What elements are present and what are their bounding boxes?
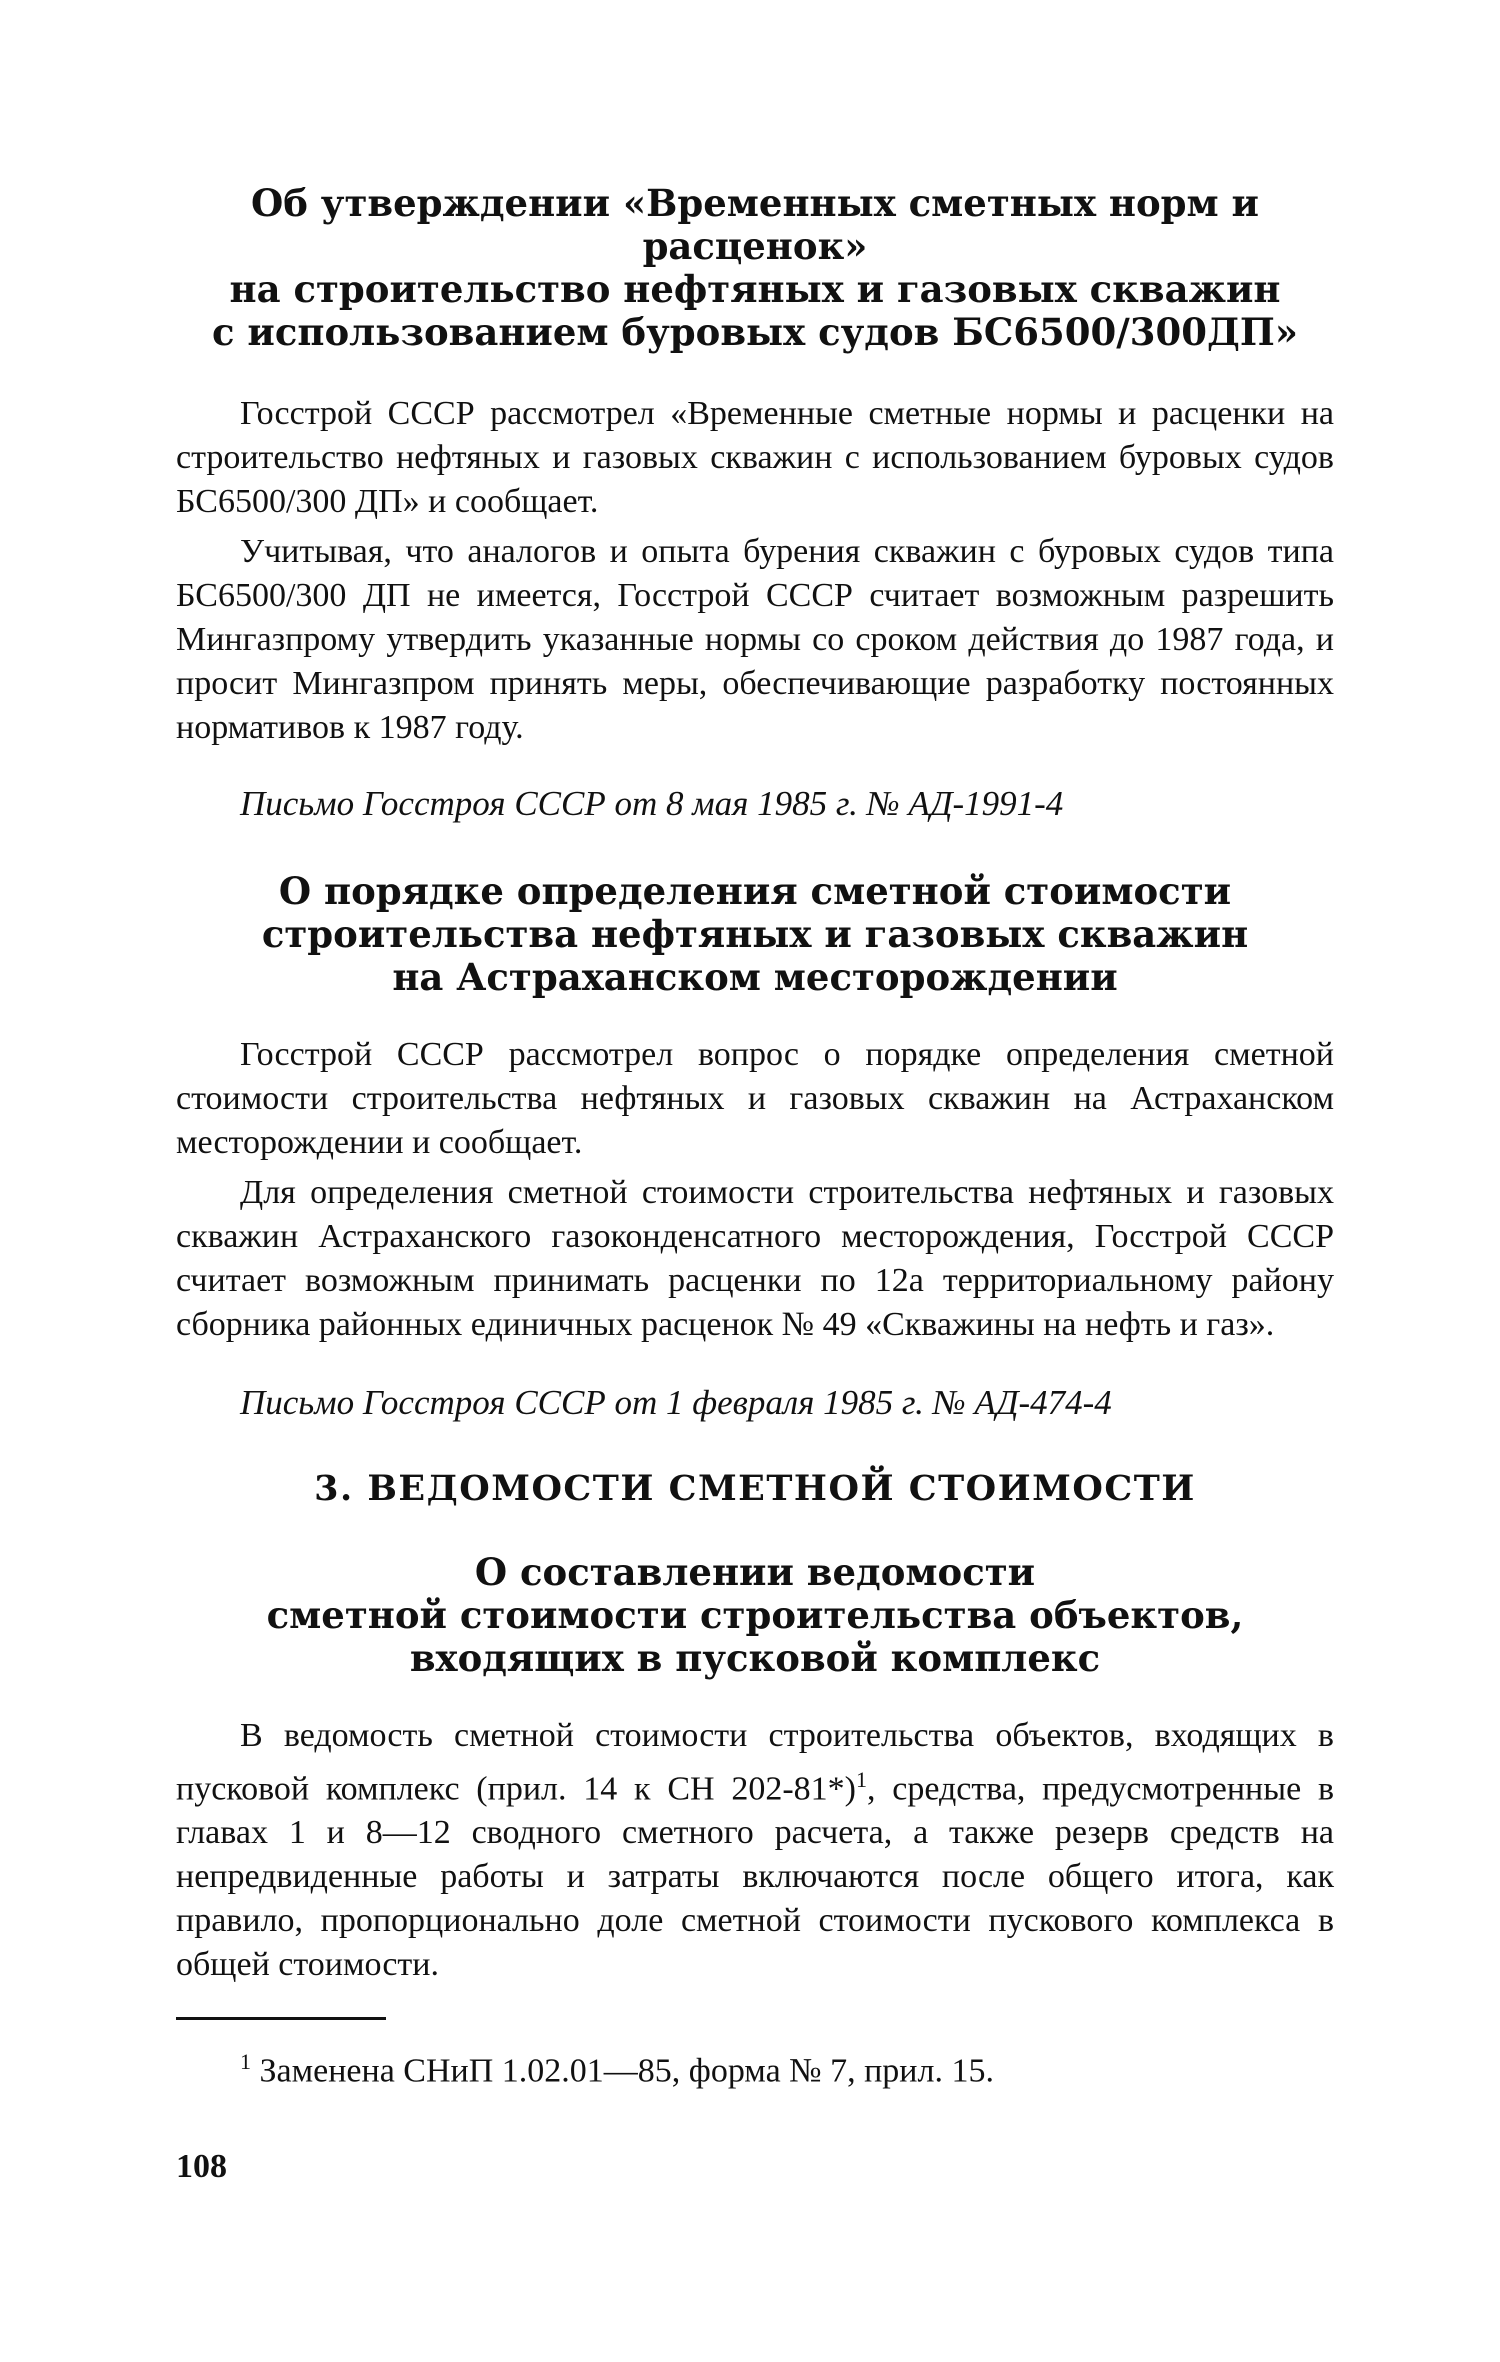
chapter-title: 3. ВЕДОМОСТИ СМЕТНОЙ СТОИМОСТИ bbox=[314, 1468, 1196, 1509]
section2-heading-line: О порядке определения сметной стоимости bbox=[278, 869, 1232, 913]
footnote-marker: 1 bbox=[240, 2049, 251, 2075]
section3-heading-line: О составлении ведомости bbox=[474, 1550, 1036, 1594]
footnote bbox=[240, 2042, 1334, 2091]
section2-heading-line: на Астраханском месторождении bbox=[392, 955, 1118, 999]
section2-signature: Письмо Госстроя СССР от 1 февраля 1985 г. № АД-474-4 bbox=[240, 1383, 1112, 1422]
section1-paragraph: Госстрой СССР рассмотрел «Временные сметные нормы и расценки на строительство нефтяных и газовых скважин с использованием буровых судов БС6500/300 ДП» и сообщает. bbox=[176, 395, 1334, 520]
section3-heading-line: входящих в пусковой комплекс bbox=[409, 1636, 1101, 1680]
section2-heading bbox=[176, 870, 1334, 999]
section2-heading-line: строительства нефтяных и газовых скважин bbox=[261, 912, 1249, 956]
section1-heading-line: на строительство нефтяных и газовых скважин bbox=[229, 267, 1281, 311]
section1-heading-line: Об утверждении «Временных сметных норм и расценок» bbox=[251, 181, 1259, 268]
section1-heading-line: с использованием буровых судов БС6500/300ДП» bbox=[212, 310, 1298, 354]
section1-signature: Письмо Госстроя СССР от 8 мая 1985 г. № АД-1991-4 bbox=[240, 784, 1064, 823]
section3-paragraph bbox=[176, 1714, 1334, 1987]
footnote-reference: 1 bbox=[855, 1767, 867, 1792]
page-number: 108 bbox=[176, 2148, 227, 2185]
section2-paragraph: Госстрой СССР рассмотрел вопрос о порядке определения сметной стоимости строительства нефтяных и газовых скважин на Астраханском месторождении и сообщает. bbox=[176, 1036, 1334, 1161]
footnote-text: Заменена СНиП 1.02.01—85, форма № 7, прил. 15. bbox=[251, 2052, 994, 2090]
document-page bbox=[176, 182, 1334, 2092]
section3-paragraph-end: , средства, предусмотренные в главах 1 и 8—12 сводного сметного расчета, а также резерв средств на непредвиденные работы и затраты включаются после общего итога, как правило, пропорционально доле сметной стоимости пускового комплекса в общей стоимости. bbox=[176, 1770, 1334, 1984]
section1-heading bbox=[176, 182, 1334, 354]
section3-heading bbox=[176, 1551, 1334, 1680]
section3-heading-line: сметной стоимости строительства объектов, bbox=[266, 1593, 1244, 1637]
section3-paragraph-start: В ведомость сметной стоимости строительства объектов, входящих в пусковой комплекс (прил. 14 к СН 202-81*) bbox=[176, 1717, 1334, 1808]
section1-paragraph: Учитывая, что аналогов и опыта бурения скважин с буровых судов типа БС6500/300 ДП не имеется, Госстрой СССР считает возможным разрешить Мингазпрому утвердить указанные нормы со сроком действия до 1987 года, и просит Мингазпром принять меры, обеспечивающие разработку постоянных нормативов к 1987 году. bbox=[176, 533, 1334, 746]
section2-paragraph: Для определения сметной стоимости строительства нефтяных и газовых скважин Астраханского газоконденсатного месторождения, Госстрой СССР считает возможным принимать расценки по 12а территориальному району сборника районных единичных расценок № 49 «Скважины на нефть и газ». bbox=[176, 1174, 1334, 1343]
